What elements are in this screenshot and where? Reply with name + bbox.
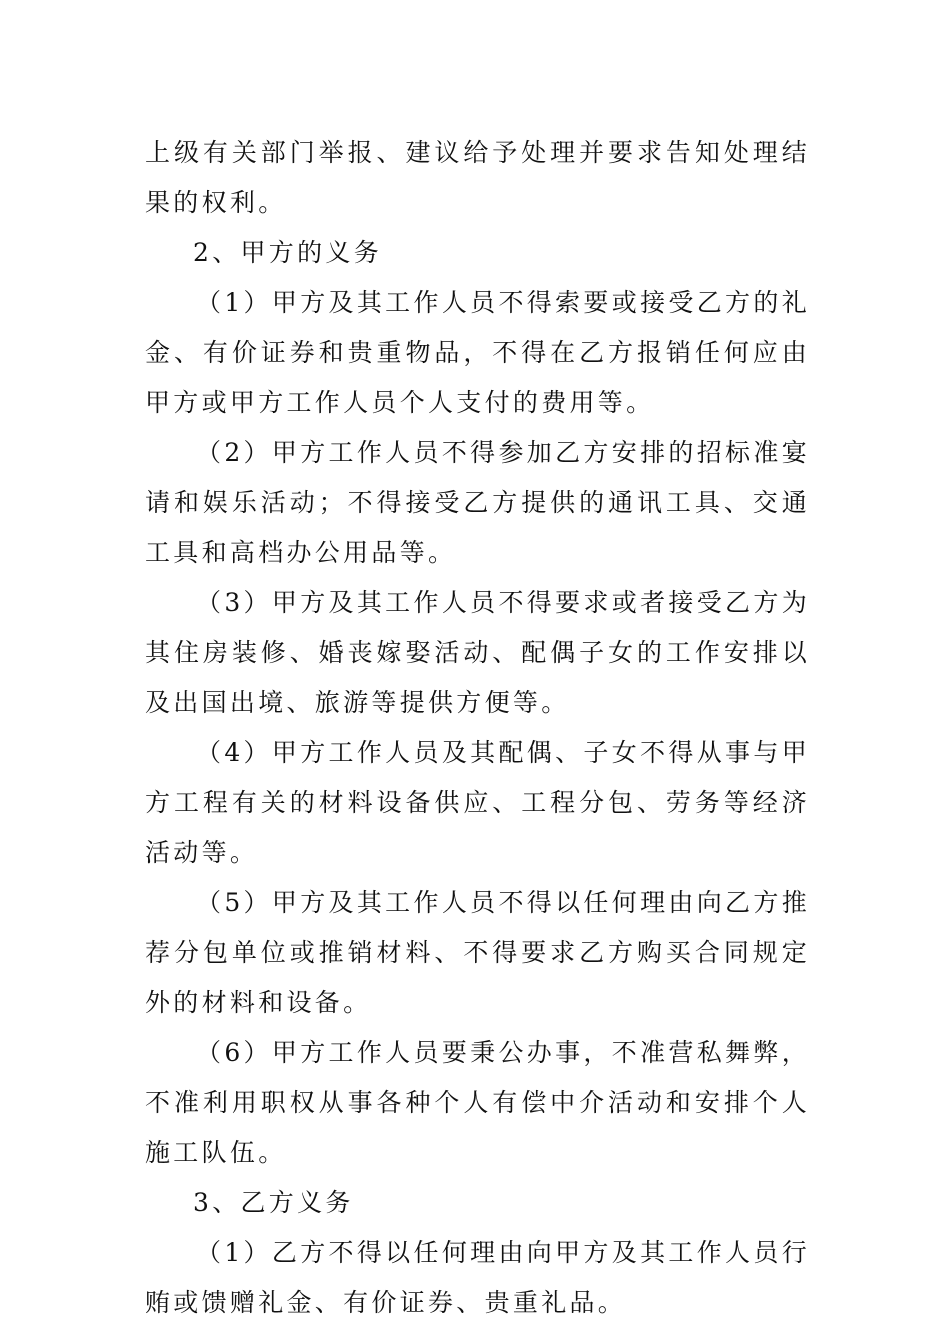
heading-party-b-obligations: 3、乙方义务	[193, 1188, 354, 1217]
document-body	[145, 128, 810, 1328]
paragraph-party-a-item-5: （5）甲方及其工作人员不得以任何理由向乙方推荐分包单位或推销材料、不得要求乙方购买合同规定外的材料和设备。	[145, 888, 810, 1017]
paragraph-party-a-item-4: （4）甲方工作人员及其配偶、子女不得从事与甲方工程有关的材料设备供应、工程分包、劳务等经济活动等。	[145, 738, 810, 867]
paragraph-party-b-item-1: （1）乙方不得以任何理由向甲方及其工作人员行贿或馈赠礼金、有价证券、贵重礼品。	[145, 1238, 810, 1317]
paragraph-rights-continuation: 上级有关部门举报、建议给予处理并要求告知处理结果的权利。	[145, 138, 810, 217]
paragraph-party-a-item-6: （6）甲方工作人员要秉公办事，不准营私舞弊，不准利用职权从事各种个人有偿中介活动和安排个人施工队伍。	[145, 1038, 810, 1167]
paragraph-party-a-item-1: （1）甲方及其工作人员不得索要或接受乙方的礼金、有价证券和贵重物品，不得在乙方报销任何应由甲方或甲方工作人员个人支付的费用等。	[145, 288, 810, 417]
heading-party-a-obligations: 2、甲方的义务	[193, 238, 383, 267]
paragraph-party-a-item-2: （2）甲方工作人员不得参加乙方安排的招标准宴请和娱乐活动；不得接受乙方提供的通讯工具、交通工具和高档办公用品等。	[145, 438, 810, 567]
paragraph-party-a-item-3: （3）甲方及其工作人员不得要求或者接受乙方为其住房装修、婚丧嫁娶活动、配偶子女的工作安排以及出国出境、旅游等提供方便等。	[145, 588, 810, 717]
